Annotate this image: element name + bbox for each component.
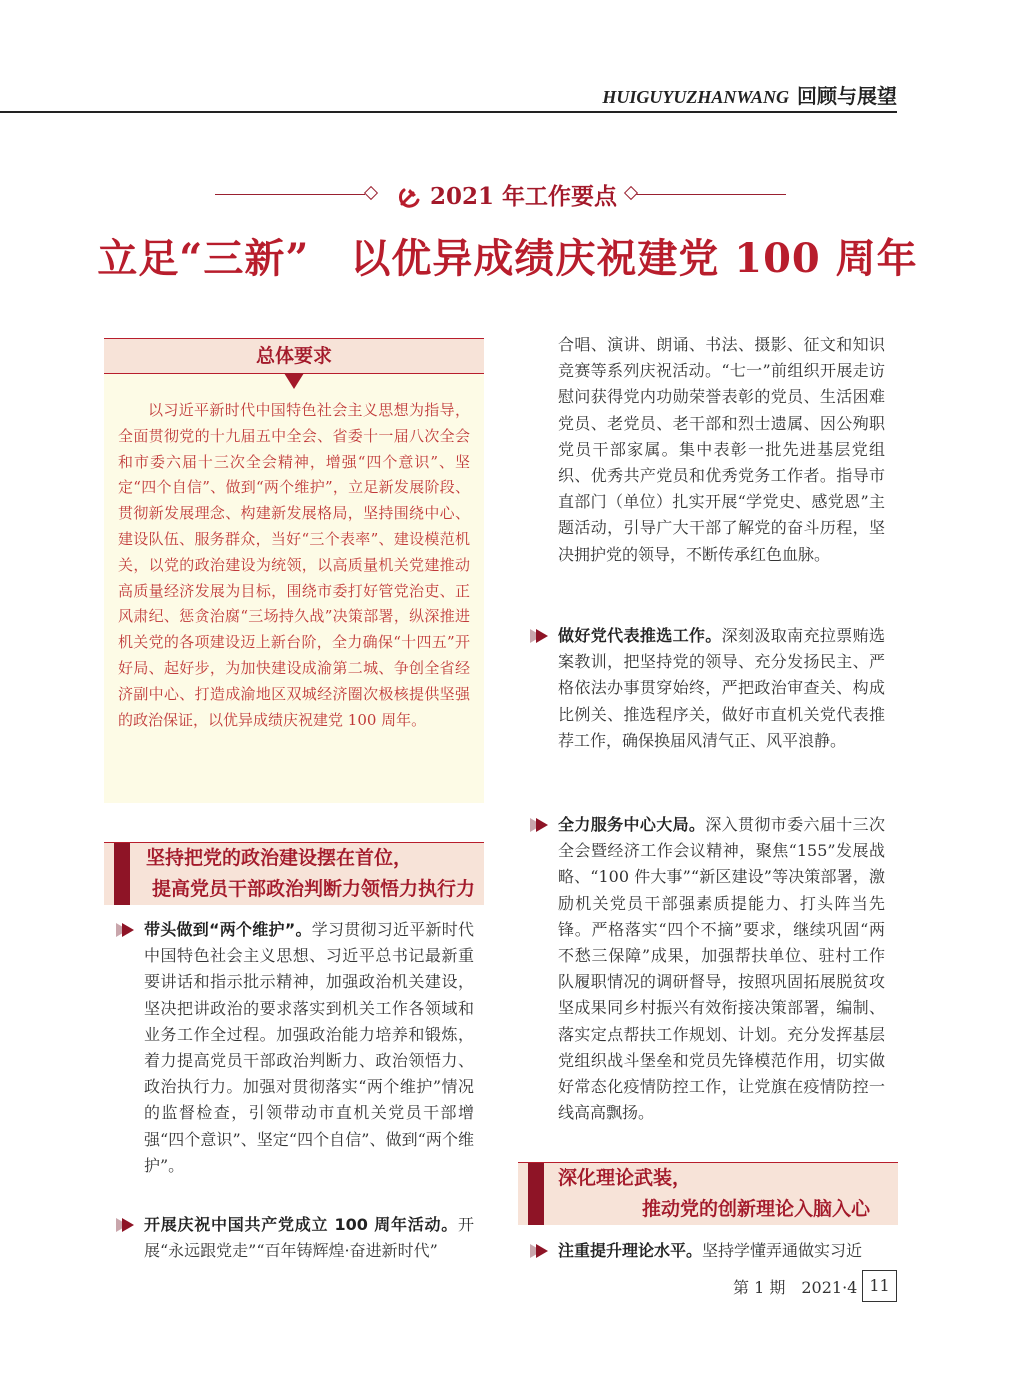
issue-info: 第 1 期 2021·4 bbox=[733, 1278, 858, 1297]
page-number: 11 bbox=[862, 1270, 897, 1302]
item-keyword: 开展庆祝中国共产党成立 100 周年活动。 bbox=[144, 1215, 458, 1234]
item-keyword: 注重提升理论水平。 bbox=[558, 1241, 703, 1260]
requirements-body: 以习近平新时代中国特色社会主义思想为指导，全面贯彻党的十九届五中全会、省委十一届八次全会和市委六届十三次全会精神，增强“四个意识”、坚定“四个自信”、做到“两个维护”，立足新发展阶段、贯彻新发展理念、构建新发展格局，坚持围绕中心、建设队伍、服务群众，当好“三个表率”、建设模范机关，以党的政治建设为统领，以高质量机关党建推动高质量经济发展为目标，围绕市委打好管党治吏、正风肃纪、惩贪治腐“三场持久战”决策部署，纵深推进机关党的各项建设迈上新台阶，全力确保“十四五”开好局、起好步，为加快建设成渝第二城、争创全省经济副中心、打造成渝地区双城经济圈次极核提供坚强的政治保证，以优异成绩庆祝建党 100 周年。 bbox=[118, 401, 470, 729]
section-heading-political bbox=[104, 842, 484, 905]
bullet-arrow-icon bbox=[122, 923, 134, 937]
section-name-chinese: 回顾与展望 bbox=[797, 84, 897, 108]
party-emblem-icon bbox=[398, 184, 422, 208]
section-heading-line2: 提高党员干部政治判断力领悟力执行力 bbox=[152, 878, 476, 900]
section-heading-bar bbox=[528, 1163, 544, 1225]
running-header bbox=[602, 80, 897, 109]
right-column-continuation: 合唱、演讲、朗诵、书法、摄影、征文和知识竞赛等系列庆祝活动。“七一”前组织开展走访慰问获得党内功勋荣誉表彰的党员、生活困难党员、老党员、老干部和烈士遗属、因公殉职党员干部家属。集中表彰一批先进基层党组织、优秀共产党员和优秀党务工作者。指导市直部门（单位）扎实开展“学党史、感党恩”主题活动，引导广大干部了解党的奋斗历程，坚决拥护党的领导，不断传承红色血脉。 bbox=[558, 335, 885, 564]
item-keyword: 带头做到“两个维护”。 bbox=[144, 920, 312, 939]
section-heading-line2: 推动党的创新理论入脑入心 bbox=[642, 1198, 871, 1220]
item-keyword: 全力服务中心大局。 bbox=[558, 815, 706, 834]
bullet-arrow-icon bbox=[536, 1244, 548, 1258]
item-text: 开展“永远跟党走”“百年铸辉煌·奋进新时代” bbox=[144, 1215, 474, 1261]
article-title: 立足“三新” 以优异成绩庆祝建党 100 周年 bbox=[97, 235, 918, 282]
requirements-pointer-icon bbox=[284, 373, 304, 389]
item-text: 深入贯彻市委六届十三次全会暨经济工作会议精神，聚焦“155”发展战略、“100 件大事”“新区建设”等决策部署，激励机关党员干部强素质提能力、打头阵当先锋。严格落实“四个不摘”要求，继续巩固“两不愁三保障”成果，加强帮扶单位、驻村工作队履职情况的调研督导，按照巩固拓展脱贫攻坚成果同乡村振兴有效衔接决策部署，编制、落实定点帮扶工作规划、计划。充分发挥基层党组织战斗堡垒和党员先锋模范作用，切实做好常态化疫情防控工作，让党旗在疫情防控一线高高飘扬。 bbox=[558, 815, 885, 1123]
bullet-arrow-icon bbox=[536, 629, 548, 643]
header-rule bbox=[0, 111, 897, 113]
section-heading-bar bbox=[114, 843, 130, 905]
item-keyword: 做好党代表推选工作。 bbox=[558, 626, 722, 645]
section-heading-line1: 深化理论武装， bbox=[558, 1167, 692, 1189]
article-subtitle bbox=[0, 178, 1015, 211]
bullet-arrow-icon bbox=[122, 1218, 134, 1232]
list-item-theory-level bbox=[536, 1238, 885, 1264]
requirements-heading: 总体要求 bbox=[104, 338, 484, 374]
section-name-latin: HUIGUYUZHANWANG bbox=[602, 87, 789, 107]
list-item-serve-overall bbox=[536, 812, 885, 1126]
subtitle-text: 2021 年工作要点 bbox=[429, 183, 618, 210]
section-heading-line1: 坚持把党的政治建设摆在首位， bbox=[146, 847, 413, 869]
section-heading-theory bbox=[518, 1162, 898, 1225]
list-item-delegate-selection bbox=[536, 623, 885, 754]
list-item-two-maintains bbox=[122, 917, 474, 1179]
item-text: 坚持学懂弄通做实习近 bbox=[702, 1241, 863, 1260]
bullet-arrow-icon bbox=[536, 818, 548, 832]
item-text: 深刻汲取南充拉票贿选案教训，把坚持党的领导、充分发扬民主、严格依法办事贯穿始终，严把政治审查关、构成比例关、推选程序关，做好市直机关党代表推荐工作，确保换届风清气正、风平浪静。 bbox=[558, 626, 885, 750]
list-item-centenary-activities bbox=[122, 1212, 474, 1264]
item-text: 学习贯彻习近平新时代中国特色社会主义思想、习近平总书记最新重要讲话和指示批示精神，加强政治机关建设，坚决把讲政治的要求落实到机关工作各领域和业务工作全过程。加强政治能力培养和锻炼，着力提高党员干部政治判断力、政治领悟力、政治执行力。加强对贯彻落实“两个维护”情况的监督检查，引领带动市直机关党员干部增强“四个意识”、坚定“四个自信”、做到“两个维护”。 bbox=[144, 920, 474, 1175]
